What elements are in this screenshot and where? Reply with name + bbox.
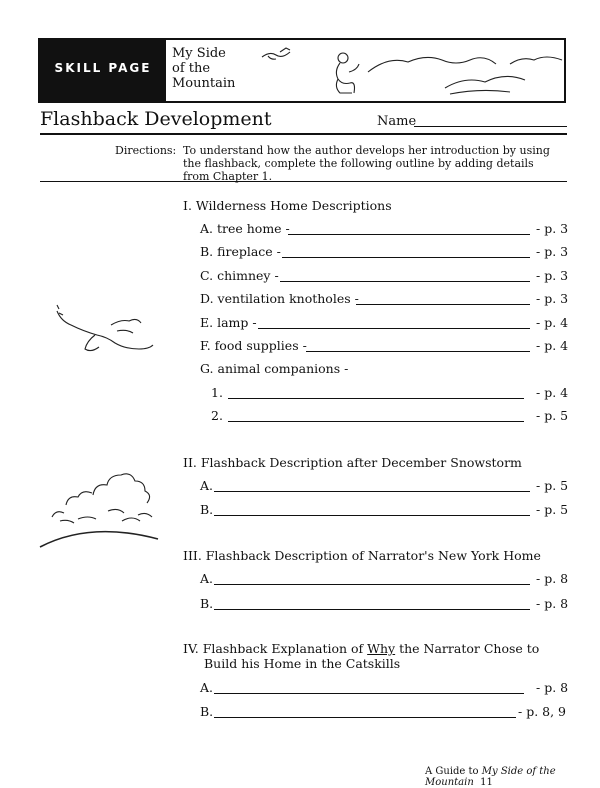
answer-line[interactable] [214, 693, 524, 694]
answer-line[interactable] [280, 281, 530, 282]
page-ref: - p. 8 [536, 680, 569, 695]
outline-item-4b [200, 704, 568, 720]
item-label: A. [200, 478, 214, 493]
page-ref: - p. 3 [536, 221, 569, 236]
outline-item-1e [200, 315, 568, 331]
page-ref: - p. 4 [536, 315, 569, 330]
answer-line[interactable] [214, 717, 516, 718]
page-ref: - p. 4 [536, 338, 569, 353]
book-title-line-3: Mountain [172, 76, 236, 91]
section-4-heading-line2: Build his Home in the Catskills [204, 656, 401, 671]
page-ref: - p. 3 [536, 244, 569, 259]
outline-item-1g-1 [211, 385, 568, 401]
outline-item-2a [200, 478, 568, 494]
page-ref: - p. 5 [536, 502, 569, 517]
outline-item-1a [200, 221, 568, 237]
footer-book-title: My Side of the Mountain [425, 766, 556, 788]
title-divider [40, 133, 567, 135]
answer-line[interactable] [282, 257, 530, 258]
answer-line[interactable] [228, 421, 524, 422]
outline-item-1g [200, 361, 568, 377]
answer-line[interactable] [214, 515, 530, 516]
item-label: A. tree home - [200, 221, 290, 236]
section-4-heading [183, 641, 539, 656]
answer-line[interactable] [214, 609, 530, 610]
page-ref: - p. 3 [536, 291, 569, 306]
section-4-heading-post: the Narrator Chose to [395, 641, 540, 656]
section-1-heading: I. Wilderness Home Descriptions [183, 198, 392, 213]
skill-page-label: SKILL PAGE [54, 61, 152, 75]
outline-item-3a [200, 571, 568, 587]
skill-page-banner [38, 38, 566, 103]
outline-item-1g-2 [211, 408, 568, 424]
item-label: G. animal companions - [200, 361, 349, 376]
answer-line[interactable] [228, 398, 524, 399]
book-title-line-2: of the [172, 61, 211, 76]
answer-line[interactable] [214, 491, 530, 492]
section-3-heading: III. Flashback Description of Narrator's New York Home [183, 548, 541, 563]
answer-line[interactable] [356, 304, 530, 305]
item-label: B. fireplace - [200, 244, 281, 259]
page-number: 11 [480, 777, 493, 788]
outline-item-2b [200, 502, 568, 518]
answer-line[interactable] [288, 234, 530, 235]
section-4-heading-pre: IV. Flashback Explanation of [183, 641, 368, 656]
page-footer [425, 766, 600, 788]
section-2-heading: II. Flashback Description after December Snowstorm [183, 455, 522, 470]
outline-item-1f [200, 338, 568, 354]
item-label: E. lamp - [200, 315, 257, 330]
page-ref: - p. 8 [536, 596, 569, 611]
item-label: A. [200, 680, 214, 695]
directions-label: Directions: [115, 144, 177, 157]
item-label: B. [200, 502, 214, 517]
section-4-heading-emphasis: Why [367, 641, 396, 656]
clouds-hill-illustration [38, 465, 163, 555]
answer-line[interactable] [214, 584, 530, 585]
directions-text: To understand how the author develops her introduction by using the flashback, complete the following outline by adding details from Chapter 1. [183, 144, 550, 183]
footer-prefix: A Guide to [425, 766, 482, 777]
page-ref: - p. 4 [536, 385, 569, 400]
outline-item-4a [200, 680, 568, 696]
outline-item-1c [200, 268, 568, 284]
directions-divider [40, 181, 567, 182]
item-label: D. ventilation knotholes - [200, 291, 359, 306]
outline-item-1b [200, 244, 568, 260]
page-title: Flashback Development [40, 108, 272, 130]
outline-item-3b [200, 596, 568, 612]
answer-line[interactable] [258, 328, 530, 329]
bird-illustration [55, 305, 165, 360]
item-label: A. [200, 571, 214, 586]
name-field[interactable] [414, 126, 567, 127]
mountain-boy-illustration [250, 42, 570, 102]
book-title-line-1: My Side [172, 46, 226, 61]
item-label: B. [200, 596, 214, 611]
page-ref: - p. 3 [536, 268, 569, 283]
book-title [172, 46, 235, 91]
outline-item-1d [200, 291, 568, 307]
page-ref: - p. 5 [536, 478, 569, 493]
item-label: C. chimney - [200, 268, 279, 283]
name-label: Name [377, 114, 417, 129]
item-label: 1. [211, 385, 223, 400]
page-ref: - p. 5 [536, 408, 569, 423]
page-ref: - p. 8, 9 [518, 704, 566, 719]
item-label: F. food supplies - [200, 338, 307, 353]
item-label: 2. [211, 408, 223, 423]
item-label: B. [200, 704, 214, 719]
page-ref: - p. 8 [536, 571, 569, 586]
answer-line[interactable] [306, 351, 530, 352]
